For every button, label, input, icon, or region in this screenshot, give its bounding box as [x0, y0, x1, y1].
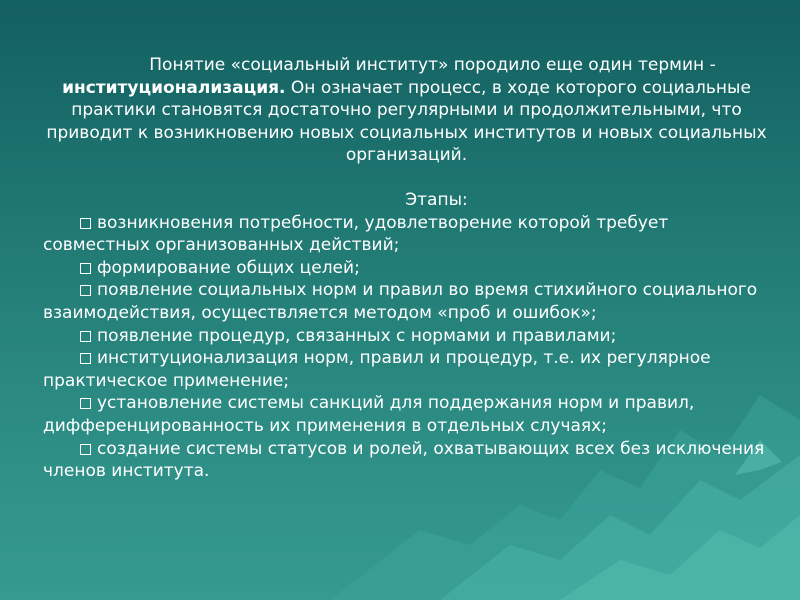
intro-text-before: Понятие «социальный институт» породило еще один термин - — [149, 55, 716, 75]
checkbox-icon — [80, 353, 91, 364]
checkbox-icon — [80, 398, 91, 409]
checkbox-icon — [80, 263, 91, 274]
stages-list — [43, 212, 770, 483]
checkbox-icon — [80, 444, 91, 455]
checkbox-icon — [80, 218, 91, 229]
stages-heading: Этапы: — [405, 189, 468, 210]
stage-text: появление процедур, связанных с нормами и правилами; — [97, 325, 617, 346]
intro-term: институционализация. — [62, 77, 286, 98]
intro-paragraph — [43, 54, 770, 167]
stage-text: появление социальных норм и правил во время стихийного социального взаимодействия, осуществляется методом «проб и ошибок»; — [43, 280, 758, 323]
list-item — [43, 279, 770, 324]
intro-text-after: Он означает процесс, в ходе которого социальные практики становятся достаточно регулярными и продолжительными, что приводит к возникновению новых социальных институтов и новых социальных организаций. — [46, 77, 767, 166]
stage-text: установление системы санкций для поддержания норм и правил, дифференцированность их применения в отдельных случаях; — [43, 393, 695, 436]
stage-text: возникновения потребности, удовлетворение которой требует совместных организованных действий; — [43, 212, 669, 256]
list-item — [43, 392, 770, 437]
checkbox-icon — [80, 285, 91, 296]
list-item — [43, 325, 770, 348]
list-item — [43, 212, 770, 257]
list-item — [43, 438, 770, 483]
stage-text: формирование общих целей; — [97, 257, 360, 278]
slide-content — [43, 54, 770, 483]
list-item — [43, 257, 770, 280]
stage-text: создание системы статусов и ролей, охватывающих всех без исключения членов института. — [43, 438, 765, 482]
checkbox-icon — [80, 331, 91, 342]
list-item — [43, 347, 770, 392]
stage-text: институционализация норм, правил и процедур, т.е. их регулярное практическое применение; — [43, 348, 711, 391]
